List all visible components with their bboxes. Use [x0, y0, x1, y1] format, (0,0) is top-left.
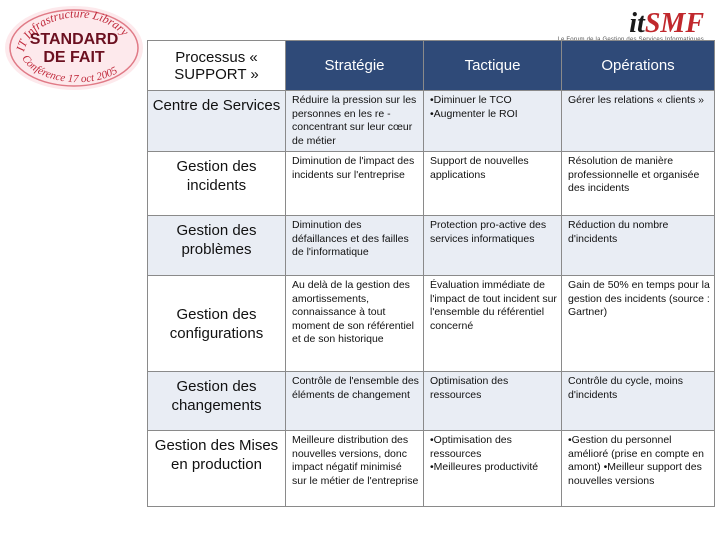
strategie-cell: Au delà de la gestion des amortissements, connaissance à tout moment de son référentiel et de son historique — [286, 276, 424, 372]
table-row — [148, 152, 715, 216]
process-cell: Gestion des changements — [148, 372, 286, 431]
tactique-text: Protection pro-active des services informatiques — [430, 219, 547, 245]
process-cell: Gestion des problèmes — [148, 216, 286, 276]
tactique-cell — [424, 91, 562, 152]
operations-cell: Gérer les relations « clients » — [562, 91, 715, 152]
process-cell: Gestion des configurations — [148, 276, 286, 372]
logo-it-text: it — [629, 8, 645, 39]
process-cell: Gestion des Mises en production — [148, 431, 286, 507]
process-cell: Centre de Services — [148, 91, 286, 152]
seal-line2: DE FAIT — [43, 49, 105, 66]
header-strategie: Stratégie — [286, 41, 424, 91]
table-row — [148, 372, 715, 431]
operations-cell: Réduction du nombre d'incidents — [562, 216, 715, 276]
operations-cell: Gain de 50% en temps pour la gestion des incidents (source : Gartner) — [562, 276, 715, 372]
itsmf-logo — [557, 8, 704, 43]
operations-cell: •Gestion du personnel amélioré (prise en compte en amont) •Meilleur support des nouvelles versions — [562, 431, 715, 507]
tactique-cell — [424, 276, 562, 372]
table-row — [148, 431, 715, 507]
header-tactique: Tactique — [424, 41, 562, 91]
seal-top-text: IT Infrastructure Library — [13, 6, 132, 53]
header-processus: Processus « SUPPORT » — [148, 41, 286, 91]
header-operations: Opérations — [562, 41, 715, 91]
table-row — [148, 91, 715, 152]
logo-smf-text: SMF — [644, 8, 704, 39]
tactique-cell — [424, 216, 562, 276]
tactique-cell — [424, 152, 562, 216]
seal-bottom-text: Conférence 17 oct 2005 — [19, 52, 120, 86]
process-table — [147, 40, 715, 507]
tactique-cell — [424, 431, 562, 507]
tactique-bullet: •Diminuer le TCO — [430, 94, 512, 106]
strategie-cell: Meilleure distribution des nouvelles versions, donc impact négatif minimisé sur le métier de l'entreprise — [286, 431, 424, 507]
tactique-text: Support de nouvelles applications — [430, 155, 529, 181]
table-row — [148, 216, 715, 276]
strategie-cell: Contrôle de l'ensemble des éléments de changement — [286, 372, 424, 431]
operations-cell: Contrôle du cycle, moins d'incidents — [562, 372, 715, 431]
tactique-text: Optimisation des ressources — [430, 375, 509, 401]
standard-de-fait-seal — [2, 2, 144, 90]
table-header-row — [148, 41, 715, 91]
strategie-cell: Réduire la pression sur les personnes en les re -concentrant sur leur cœur de métier — [286, 91, 424, 152]
strategie-cell: Diminution de l'impact des incidents sur l'entreprise — [286, 152, 424, 216]
tactique-bullet: •Augmenter le ROI — [430, 107, 518, 120]
tactique-bullet: •Meilleures productivité — [430, 461, 539, 473]
strategie-cell: Diminution des défaillances et des failles de l'informatique — [286, 216, 424, 276]
table-row — [148, 276, 715, 372]
tactique-bullet: •Optimisation des ressources — [430, 434, 512, 460]
seal-line1: STANDARD — [29, 31, 119, 48]
operations-cell: Résolution de manière professionnelle et organisée des incidents — [562, 152, 715, 216]
tactique-cell — [424, 372, 562, 431]
tactique-text: Évaluation immédiate de l'impact de tout incident sur l'ensemble du référentiel concerné — [430, 279, 557, 332]
process-cell: Gestion des incidents — [148, 152, 286, 216]
